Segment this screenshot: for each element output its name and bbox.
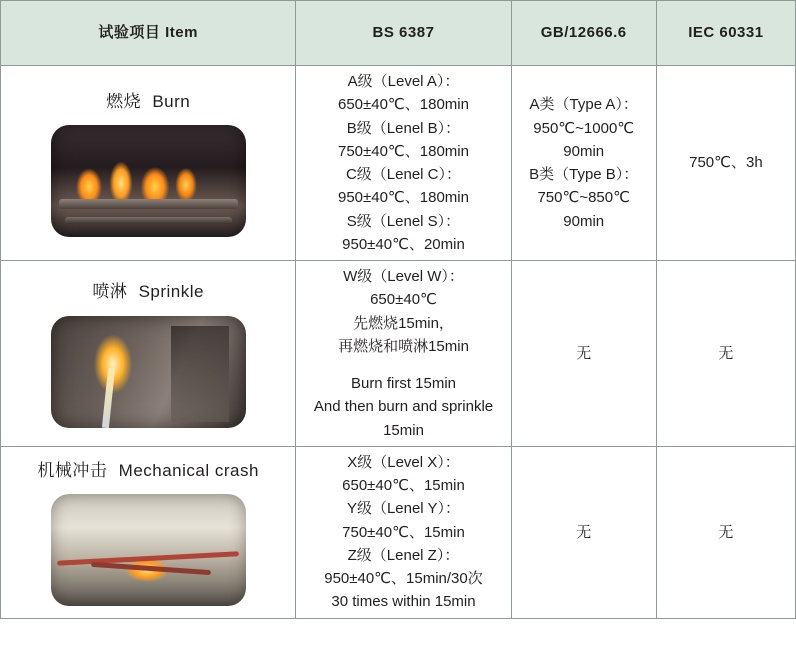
column-header-item: 试验项目 Item — [1, 1, 296, 66]
iec60331-cell-burn — [656, 66, 795, 261]
spec-line: X级（Level X）： — [347, 453, 460, 471]
spec-line: 750±40℃、180min — [337, 142, 469, 160]
spec-line: C级（Lenel C）： — [345, 166, 462, 183]
item-title — [7, 279, 289, 305]
gb12666-cell-burn — [511, 66, 656, 261]
spec-line: 750℃、3h — [689, 154, 763, 172]
spec-line: Z级（Lenel Z）： — [347, 546, 460, 564]
spec-line: 750±40℃、15min — [342, 523, 465, 541]
table-header — [1, 1, 796, 66]
spec-line: 先燃烧15min， — [353, 314, 454, 332]
mechanical-crash-test-photo — [51, 494, 246, 606]
spec-line: 950±40℃、15min/30次 — [324, 570, 483, 587]
spec-line: 650±40℃、180min — [337, 96, 469, 114]
table-body — [1, 66, 796, 619]
spec-line: 90min — [563, 212, 605, 230]
item-title-en: Sprinkle — [138, 282, 204, 302]
spec-line-gap — [302, 358, 504, 372]
header-row — [1, 1, 796, 66]
iec60331-cell-sprinkle: 无 — [656, 261, 795, 447]
spec-line: 950±40℃、180min — [337, 189, 469, 207]
burn-test-photo — [51, 125, 246, 237]
item-title-cn: 喷淋 — [92, 282, 128, 302]
spec-line: 15min — [383, 421, 424, 439]
spec-line: 90min — [563, 142, 605, 160]
iec60331-cell-mechanical-crash: 无 — [656, 446, 795, 618]
bs6387-cell-mechanical-crash — [296, 446, 511, 618]
table-row — [1, 261, 796, 447]
table-row — [1, 66, 796, 261]
spec-line: 650±40℃、15min — [342, 477, 465, 494]
item-cell-sprinkle — [1, 261, 296, 447]
item-cell-mechanical-crash — [1, 446, 296, 618]
sprinkle-test-photo — [51, 316, 246, 428]
item-title-cn: 机械冲击 — [37, 460, 108, 480]
item-cell-burn — [1, 66, 296, 261]
spec-line: 30 times within 15min — [331, 593, 476, 611]
spec-line: Burn first 15min — [350, 375, 457, 392]
spec-line: S级（Lenel S）： — [346, 212, 461, 230]
bs6387-cell-sprinkle — [296, 261, 511, 447]
column-header-gb12666: GB/12666.6 — [511, 1, 656, 66]
item-title — [7, 458, 289, 484]
spec-line: 再燃烧和喷淋15min — [338, 337, 469, 355]
spec-line: 750℃~850℃ — [537, 189, 630, 207]
gb12666-cell-mechanical-crash: 无 — [511, 446, 656, 618]
spec-line: 950℃~1000℃ — [533, 119, 635, 137]
column-header-bs6387: BS 6387 — [296, 1, 511, 66]
bs6387-cell-burn — [296, 66, 511, 261]
spec-line: And then burn and sprinkle — [313, 398, 494, 416]
item-title — [7, 89, 289, 115]
spec-line: W级（Level W）： — [343, 268, 464, 285]
item-title-cn: 燃烧 — [106, 91, 142, 111]
spec-line: B级（Lenel B）： — [346, 119, 461, 137]
item-title-en: Mechanical crash — [118, 460, 259, 480]
column-header-iec60331: IEC 60331 — [656, 1, 795, 66]
item-title-en: Burn — [152, 91, 191, 111]
table-row — [1, 446, 796, 618]
spec-line: A类（Type A）： — [529, 96, 638, 114]
spec-line: 650±40℃ — [370, 291, 437, 309]
spec-line: Y级（Lenel Y）： — [346, 500, 461, 518]
gb12666-cell-sprinkle: 无 — [511, 261, 656, 447]
spec-line: B类（Type B）： — [529, 166, 639, 183]
spec-line: 950±40℃、20min — [342, 235, 465, 253]
spec-line: A级（Level A）： — [347, 73, 460, 90]
